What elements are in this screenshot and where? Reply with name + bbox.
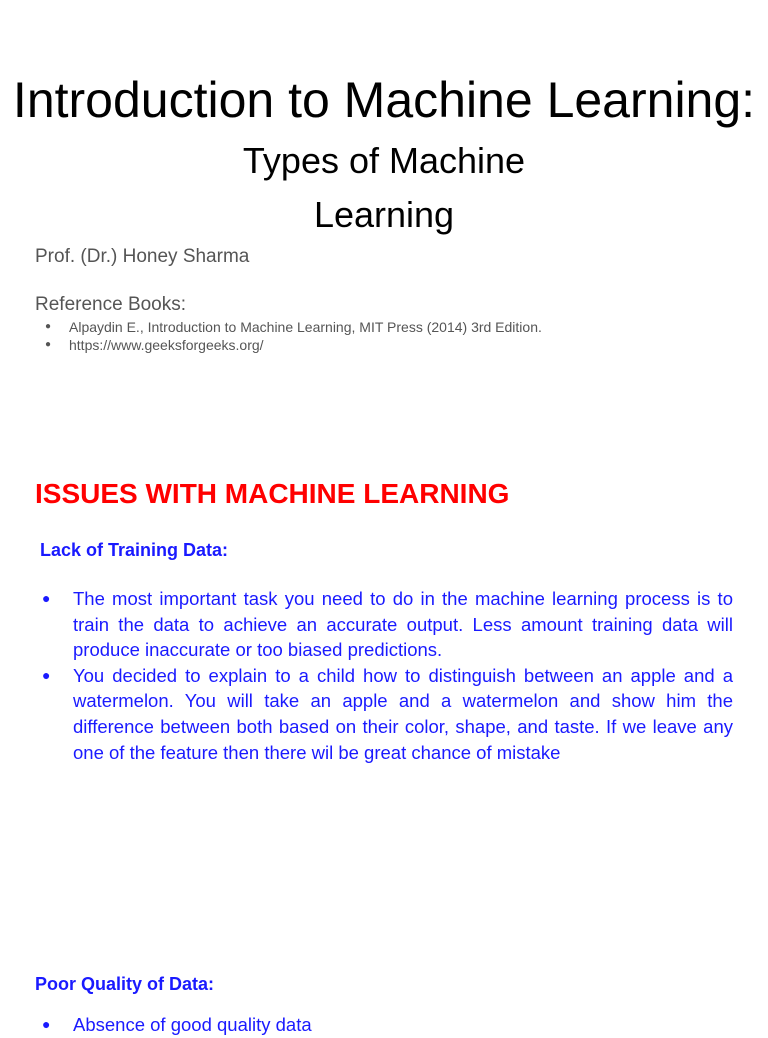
poor-quality-of-data-heading: Poor Quality of Data: bbox=[35, 974, 215, 994]
references-list bbox=[35, 318, 542, 354]
bullet-icon: ● bbox=[42, 590, 51, 606]
reference-item: ● Alpaydin E., Introduction to Machine Learning, MIT Press (2014) 3rd Edition. bbox=[45, 319, 542, 335]
bullet-icon: ● bbox=[45, 339, 52, 350]
lack-of-training-data-heading: Lack of Training Data: bbox=[40, 540, 229, 560]
title-main: Introduction to Machine Learning: bbox=[12, 72, 756, 128]
author: Prof. (Dr.) Honey Sharma bbox=[35, 246, 250, 267]
list-item: ● The most important task you need to do in the machine learning process is to train the data to achieve an accurate output. Less amount training data will produce inaccurate or too biased predictions. bbox=[42, 588, 733, 661]
list-item: ● You decided to explain to a child how to distinguish between an apple and a watermelon. You will take an apple and a watermelon and show him the difference between both based on their color, shape, and taste. If we leave any one of the feature then there wil be great chance of mistake bbox=[42, 664, 733, 763]
bullet-icon: ● bbox=[42, 1016, 51, 1032]
bullet-icon: ● bbox=[42, 666, 51, 683]
references-heading: Reference Books: bbox=[35, 294, 187, 315]
section-title: ISSUES WITH MACHINE LEARNING bbox=[35, 478, 510, 509]
lack-of-training-data-list bbox=[40, 586, 733, 765]
document-title bbox=[0, 72, 768, 241]
list-item: ● Absence of good quality data bbox=[40, 1012, 733, 1038]
reference-item: ● https://www.geeksforgeeks.org/ bbox=[45, 337, 264, 353]
title-subtitle: Types of Machine bbox=[242, 140, 526, 181]
bullet-icon: ● bbox=[45, 321, 52, 332]
title-subtitle-line2: Learning bbox=[313, 194, 455, 235]
poor-quality-of-data-list bbox=[40, 1012, 733, 1038]
